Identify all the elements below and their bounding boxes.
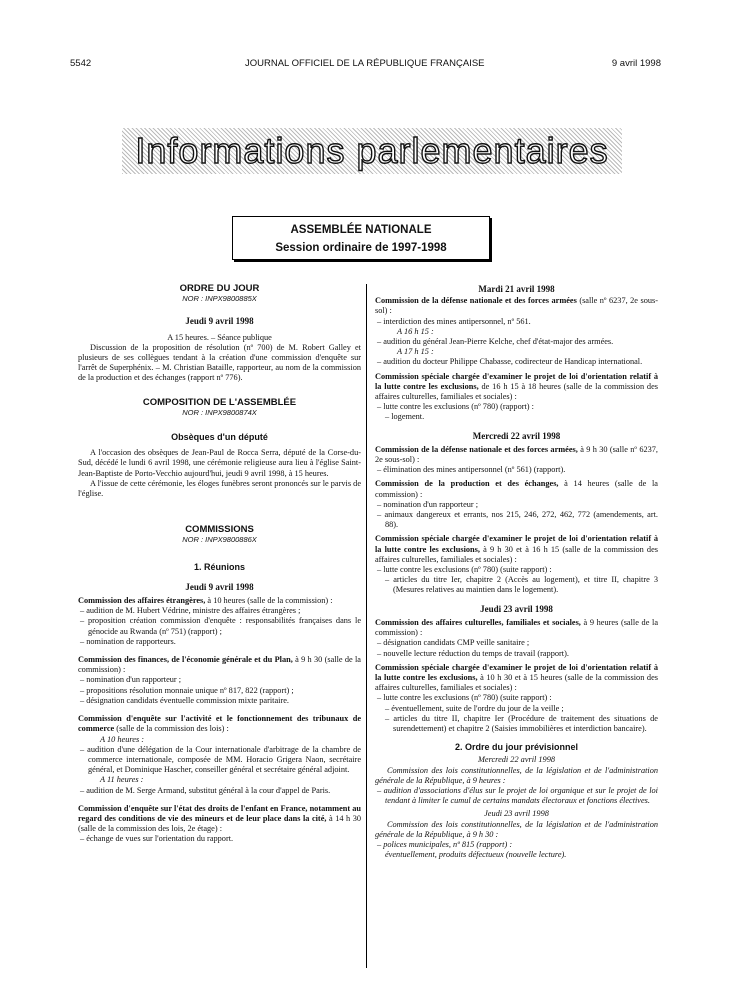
- agenda-item: – polices municipales, nº 815 (rapport) :: [377, 839, 513, 849]
- time-label: A 11 heures :: [100, 775, 144, 785]
- section-title: COMPOSITION DE L'ASSEMBLÉE: [142, 396, 297, 408]
- section-title: COMMISSIONS: [185, 524, 254, 536]
- committee-entry: Commission spéciale chargée d'examiner le projet de loi d'orientation relatif à la lutte contre les exclusions, à 9 h 30 et à 16 h 15 (salle de la commission des affaires culturelles, familiales et sociales) :: [375, 534, 658, 564]
- day-heading: Jeudi 9 avril 1998: [185, 581, 254, 592]
- committee-entry: Commission de la défense nationale et des forces armées, à 9 h 30 (salle nº 6237, 2e sous-sol) :: [375, 444, 658, 465]
- agenda-item: – audition d'associations d'élus sur le projet de loi organique et sur le projet de loi tendant à limiter le cumul de certains mandats électoraux et fonctions électives.: [377, 785, 658, 806]
- committee-entry: Commission de la défense nationale et des forces armées (salle nº 6237, 2e sous-sol) :: [375, 296, 658, 316]
- agenda-item: – audition du docteur Philippe Chabasse, codirecteur de Handicap international.: [377, 357, 643, 367]
- agenda-item: – audition de M. Hubert Védrine, ministre des affaires étrangères ;: [80, 606, 301, 616]
- time-label: A 17 h 15 :: [397, 347, 434, 357]
- journal-title: JOURNAL OFFICIEL DE LA RÉPUBLIQUE FRANÇAISE: [245, 58, 485, 69]
- assembly-title: ASSEMBLÉE NATIONALE: [290, 224, 432, 236]
- agenda-item: – lutte contre les exclusions (nº 780) (suite rapport) :: [377, 565, 552, 575]
- assembly-box: [232, 216, 490, 260]
- day-heading: Jeudi 23 avril 1998: [484, 809, 549, 819]
- subsection-title: 2. Ordre du jour prévisionnel: [454, 742, 579, 753]
- committee-entry: Commission d'enquête sur l'activité et le fonctionnement des tribunaux de commerce (salle de la commission des lois) :: [78, 714, 361, 734]
- time-label: A 10 heures :: [100, 734, 145, 744]
- committee-entry: Commission des affaires étrangères, à 10 heures (salle de la commission) :: [78, 596, 333, 606]
- paragraph: A l'occasion des obsèques de Jean-Paul de Rocca Serra, député de la Corse-du-Sud, décédé le lundi 6 avril 1998, une cérémonie religieuse aura lieu à l'église Saint-Jean-Baptiste de Porto-Vecchio aujourd'hui, jeudi 9 avril 1998, à 15 heures.: [78, 448, 361, 478]
- agenda-item: – animaux dangereux et errants, nos 215, 246, 272, 462, 772 (amendements, art. 88).: [377, 510, 658, 530]
- time-label: A 16 h 15 :: [397, 326, 434, 336]
- section-banner: Informations parlementaires: [122, 128, 622, 174]
- agenda-item: – audition de M. Serge Armand, substitut général à la cour d'appel de Paris.: [80, 785, 331, 795]
- column-divider: [366, 284, 367, 968]
- agenda-item: – proposition création commission d'enquête : responsabilités françaises dans le génocide au Rwanda (nº 751) (rapport) ;: [80, 616, 361, 636]
- committee-entry: Commission des lois constitutionnelles, de la législation et de l'administration générale de la République, à 9 h 30 :: [375, 819, 658, 839]
- committee-entry: Commission spéciale chargée d'examiner le projet de loi d'orientation relatif à la lutte contre les exclusions, de 16 h 15 à 18 heures (salle de la commission des affaires culturelles, familiales et sociales) :: [375, 371, 658, 402]
- agenda-item: – propositions résolution monnaie unique nº 817, 822 (rapport) ;: [80, 685, 294, 695]
- day-heading: Mercredi 22 avril 1998: [477, 755, 556, 765]
- agenda-item: – nomination d'un rapporteur ;: [377, 499, 479, 509]
- agenda-subitem: – logement.: [385, 412, 425, 422]
- committee-entry: Commission des lois constitutionnelles, de la législation et de l'administration générale de la République, à 9 heures :: [375, 765, 658, 785]
- committee-entry: Commission de la production et des échanges, à 14 heures (salle de la commission) :: [375, 479, 658, 499]
- agenda-item: – nomination d'un rapporteur ;: [80, 675, 182, 685]
- agenda-item: – lutte contre les exclusions (nº 780) (suite rapport) :: [377, 693, 552, 703]
- right-column: [375, 284, 658, 860]
- nor-reference: NOR : INPX9800874X: [182, 407, 257, 417]
- committee-entry: Commission des finances, de l'économie générale et du Plan, à 9 h 30 (salle de la commission) :: [78, 655, 361, 675]
- agenda-item: – audition du général Jean-Pierre Kelche, chef d'état-major des armées.: [377, 337, 614, 347]
- agenda-item: – désignation candidats éventuelle commission mixte paritaire.: [80, 695, 289, 705]
- committee-entry: Commission spéciale chargée d'examiner le projet de loi d'orientation relatif à la lutte contre les exclusions, à 10 h 30 et à 15 heures (salle de la commission des affaires culturelles, familiales et sociales) :: [375, 662, 658, 693]
- day-heading: Mercredi 22 avril 1998: [472, 430, 561, 441]
- day-heading: Mardi 21 avril 1998: [478, 284, 555, 294]
- subsection-title: Obsèques d'un député: [171, 432, 268, 443]
- agenda-item: – audition d'une délégation de la Cour internationale d'arbitrage de la chambre de commerce internationale, composée de MM. Horacio Grigera Naon, secrétaire général, et Dominique Hascher, conseiller général et secrétaire général adjoint.: [80, 744, 361, 775]
- subsection-title: 1. Réunions: [193, 561, 245, 572]
- agenda-subitem: – articles du titre II, chapitre Ier (Procédure de traitement des situations de surendettement) et chapitre 2 (Saisies immobilières et interdiction bancaire).: [385, 713, 658, 733]
- agenda-item: éventuellement, produits défectueux (nouvelle lecture).: [385, 850, 567, 860]
- agenda-subitem: – éventuellement, suite de l'ordre du jour de la veille ;: [385, 703, 564, 713]
- agenda-item: – élimination des mines antipersonnel (nº 561) (rapport).: [377, 465, 566, 475]
- session-time: A 15 heures. – Séance publique: [167, 332, 272, 342]
- agenda-item: – lutte contre les exclusions (nº 780) (rapport) :: [377, 402, 534, 412]
- paragraph: A l'issue de cette cérémonie, les éloges funèbres seront prononcés sur le parvis de l'église.: [78, 478, 361, 499]
- agenda-item: – nouvelle lecture réduction du temps de travail (rapport).: [377, 648, 569, 658]
- agenda-subitem: – articles du titre Ier, chapitre 2 (Accès au logement), et titre II, chapitre 3 (Mesures relatives au maintien dans le logement).: [385, 575, 658, 595]
- agenda-item: – interdiction des mines antipersonnel, nº 561.: [377, 316, 531, 326]
- agenda-item: – désignation candidats CMP veille sanitaire ;: [377, 638, 530, 648]
- agenda-item: – échange de vues sur l'orientation du rapport.: [80, 834, 234, 844]
- agenda-item: – nomination de rapporteurs.: [80, 636, 176, 646]
- paragraph: Discussion de la proposition de résolution (nº 700) de M. Robert Galley et plusieurs de ses collègues tendant à la création d'une commission d'enquête sur l'arrêt de Superphénix. – M. Christian Bataille, rapporteur, au nom de la commission de la production et des échanges (rapport nº 776).: [78, 342, 361, 383]
- page-number: 5542: [70, 58, 92, 69]
- committee-entry: Commission d'enquête sur l'état des droits de l'enfant en France, notamment au regard des conditions de vie des mineurs et de leur place dans la cité, à 14 h 30 (salle de la commission des lois, 2e étage) :: [78, 803, 361, 834]
- day-heading: Jeudi 23 avril 1998: [480, 603, 553, 614]
- left-column: [78, 284, 361, 845]
- nor-reference: NOR : INPX9800886X: [182, 535, 257, 545]
- section-title: ORDRE DU JOUR: [179, 283, 260, 294]
- nor-reference: NOR : INPX9800885X: [182, 294, 257, 304]
- assembly-session: Session ordinaire de 1997-1998: [275, 242, 447, 254]
- day-heading: Jeudi 9 avril 1998: [185, 316, 254, 327]
- committee-entry: Commission des affaires culturelles, familiales et sociales, à 9 heures (salle de la commission) :: [375, 617, 659, 638]
- issue-date: 9 avril 1998: [611, 58, 661, 69]
